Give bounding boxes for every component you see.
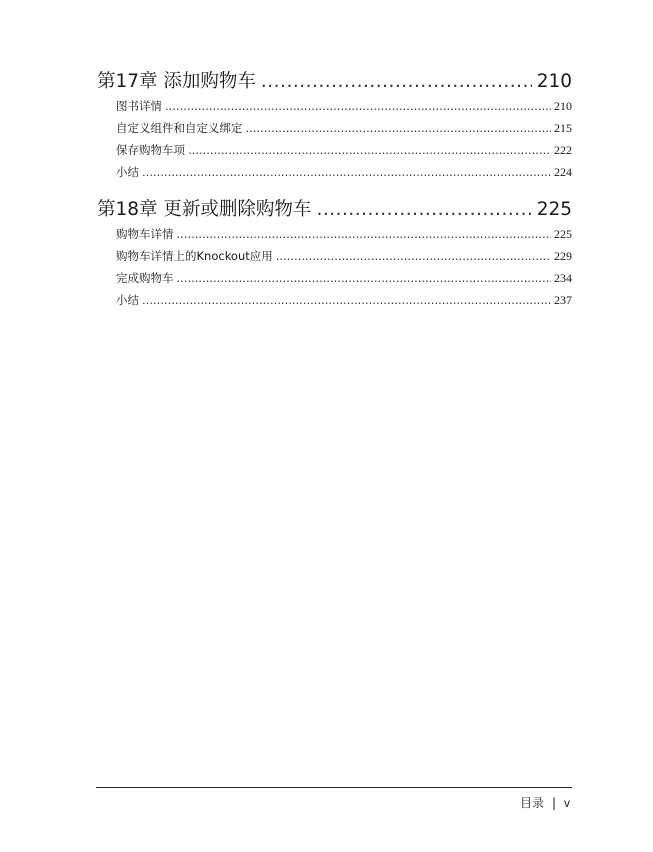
section-page-number: 225 (554, 227, 572, 241)
dot-leader (188, 139, 551, 161)
section-entry[interactable] (97, 161, 572, 183)
section-page-number: 229 (554, 249, 572, 263)
section-entry[interactable] (97, 95, 572, 117)
chapter-title: 第17章 添加购物车 (97, 71, 256, 92)
footer-divider (96, 787, 572, 788)
section-title: 购物车详情 (116, 227, 174, 241)
dot-leader (316, 196, 531, 223)
dot-leader (142, 161, 551, 183)
section-page-number: 210 (554, 99, 572, 113)
section-page-number: 237 (554, 293, 572, 307)
chapter-entry[interactable] (97, 68, 572, 95)
chapter-page-number: 225 (536, 199, 572, 220)
chapter-entry[interactable] (97, 196, 572, 223)
section-entry[interactable] (97, 289, 572, 311)
section-title: 图书详情 (116, 99, 162, 113)
section-page-number: 222 (554, 143, 572, 157)
dot-leader (165, 95, 551, 117)
chapter-18 (97, 196, 572, 311)
section-title: 自定义组件和自定义绑定 (116, 121, 243, 135)
section-title: 小结 (116, 293, 139, 307)
dot-leader (177, 267, 552, 289)
chapter-title: 第18章 更新或删除购物车 (97, 199, 312, 220)
section-page-number: 234 (554, 271, 572, 285)
section-title: 小结 (116, 165, 139, 179)
section-entry[interactable] (97, 267, 572, 289)
section-title: 保存购物车项 (116, 143, 185, 157)
dot-leader (177, 223, 552, 245)
table-of-contents (97, 68, 572, 315)
footer-label: 目录 (519, 796, 544, 810)
section-entry[interactable] (97, 245, 572, 267)
dot-leader (276, 245, 551, 267)
section-title: 购物车详情上的Knockout应用 (116, 249, 273, 263)
section-entry[interactable] (97, 139, 572, 161)
footer-page-number: v (564, 795, 570, 810)
chapter-17 (97, 68, 572, 183)
section-page-number: 215 (554, 121, 572, 135)
footer-separator: | (551, 795, 556, 810)
section-title: 完成购物车 (116, 271, 174, 285)
section-page-number: 224 (554, 165, 572, 179)
chapter-page-number: 210 (536, 71, 572, 92)
section-entry[interactable] (97, 117, 572, 139)
section-entry[interactable] (97, 223, 572, 245)
dot-leader (142, 289, 551, 311)
page-footer (520, 794, 570, 811)
dot-leader (246, 117, 552, 139)
dot-leader (261, 68, 532, 95)
